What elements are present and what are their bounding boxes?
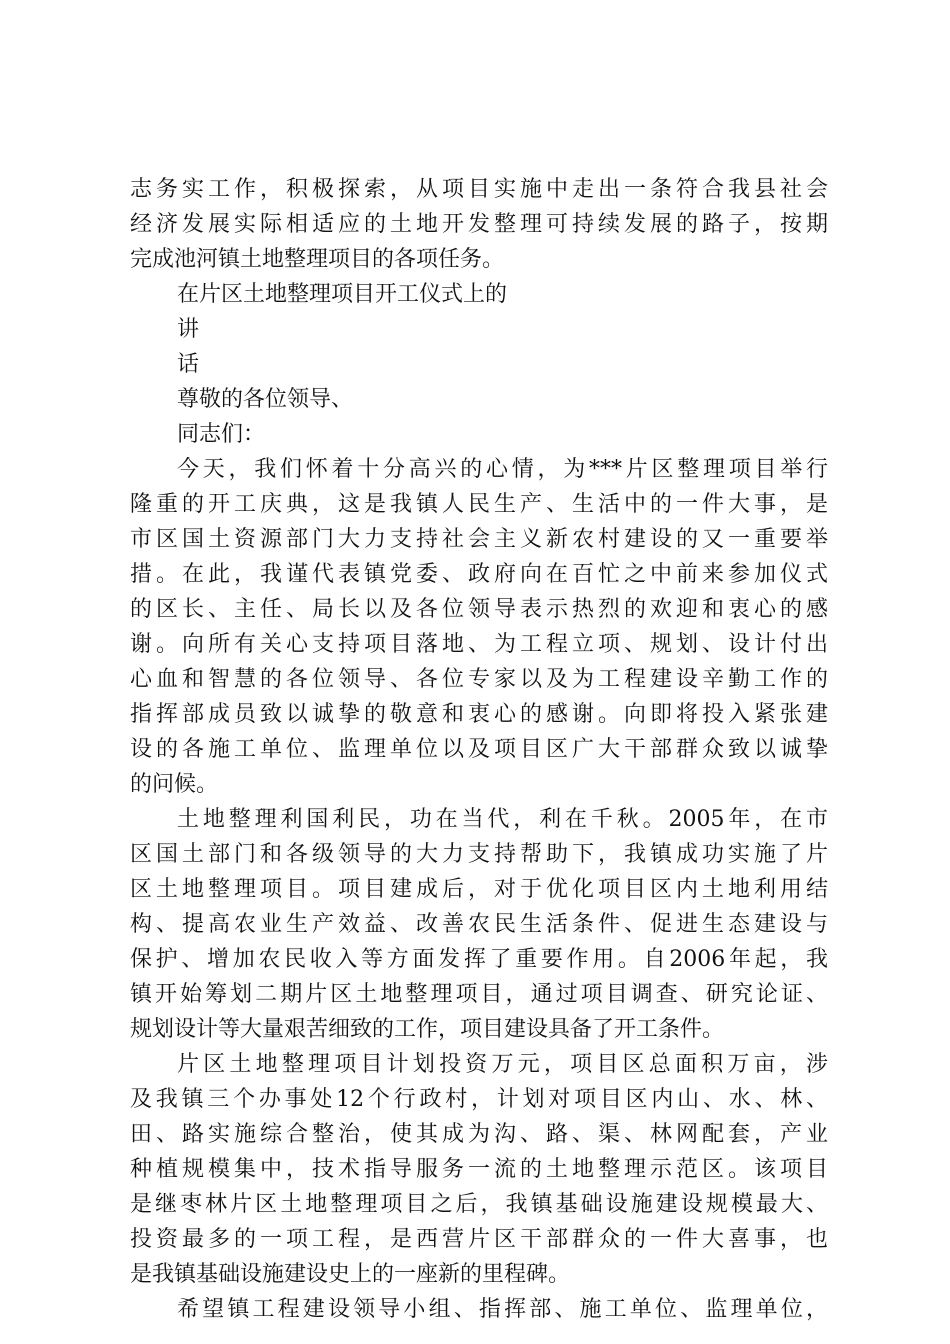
- text-line: 种植规模集中，技术指导服务一流的土地整理示范区。该项目: [130, 1157, 828, 1182]
- text-line: 是我镇基础设施建设史上的一座新的里程碑。: [130, 1262, 571, 1287]
- salutation-line: 尊敬的各位领导、: [177, 387, 354, 412]
- text-line: 措。在此，我谨代表镇党委、政府向在百忙之中前来参加仪式: [130, 562, 828, 587]
- text-line: 规划设计等大量艰苦细致的工作，项目建设具备了开工条件。: [130, 1017, 725, 1042]
- text-line: 土地整理利国利民，功在当代，利在千秋。2005年，在市: [177, 807, 828, 832]
- text-line: 隆重的开工庆典，这是我镇人民生产、生活中的一件大事，是: [130, 492, 828, 517]
- speech-title-line: 话: [177, 352, 200, 377]
- text-line: 完成池河镇土地整理项目的各项任务。: [130, 247, 505, 272]
- speech-title-line: 在片区土地整理项目开工仪式上的: [177, 282, 508, 307]
- text-line: 是继枣林片区土地整理项目之后，我镇基础设施建设规模最大、: [130, 1192, 828, 1217]
- text-line: 镇开始筹划二期片区土地整理项目，通过项目调查、研究论证、: [130, 982, 828, 1007]
- text-line: 保护、增加农民收入等方面发挥了重要作用。自2006年起，我: [130, 947, 828, 972]
- text-line: 指挥部成员致以诚挚的敬意和衷心的感谢。向即将投入紧张建: [130, 702, 828, 727]
- text-line: 田、路实施综合整治，使其成为沟、路、渠、林网配套，产业: [130, 1122, 828, 1147]
- text-line: 及我镇三个办事处12个行政村，计划对项目区内山、水、林、: [130, 1087, 828, 1112]
- text-line: 设的各施工单位、监理单位以及项目区广大干部群众致以诚挚: [130, 737, 828, 762]
- text-line: 今天，我们怀着十分高兴的心情，为***片区整理项目举行: [177, 457, 828, 482]
- text-line: 构、提高农业生产效益、改善农民生活条件、促进生态建设与: [130, 912, 828, 937]
- text-line: 谢。向所有关心支持项目落地、为工程立项、规划、设计付出: [130, 632, 828, 657]
- speech-title-line: 讲: [177, 317, 200, 342]
- text-line: 志务实工作，积极探索，从项目实施中走出一条符合我县社会: [130, 177, 828, 202]
- text-line: 的问候。: [130, 772, 219, 797]
- salutation-line: 同志们：: [177, 422, 266, 447]
- text-line: 希望镇工程建设领导小组、指挥部、施工单位、监理单位，: [177, 1297, 828, 1322]
- text-line: 的区长、主任、局长以及各位领导表示热烈的欢迎和衷心的感: [130, 597, 828, 622]
- text-line: 投资最多的一项工程，是西营片区干部群众的一件大喜事，也: [130, 1227, 828, 1252]
- text-line: 区土地整理项目。项目建成后，对于优化项目区内土地利用结: [130, 877, 828, 902]
- document-page: [130, 172, 828, 1327]
- text-line: 片区土地整理项目计划投资万元，项目区总面积万亩，涉: [177, 1052, 828, 1077]
- text-line: 心血和智慧的各位领导、各位专家以及为工程建设辛勤工作的: [130, 667, 828, 692]
- text-line: 区国土部门和各级领导的大力支持帮助下，我镇成功实施了片: [130, 842, 828, 867]
- text-line: 经济发展实际相适应的土地开发整理可持续发展的路子，按期: [130, 212, 828, 237]
- text-line: 市区国土资源部门大力支持社会主义新农村建设的又一重要举: [130, 527, 828, 552]
